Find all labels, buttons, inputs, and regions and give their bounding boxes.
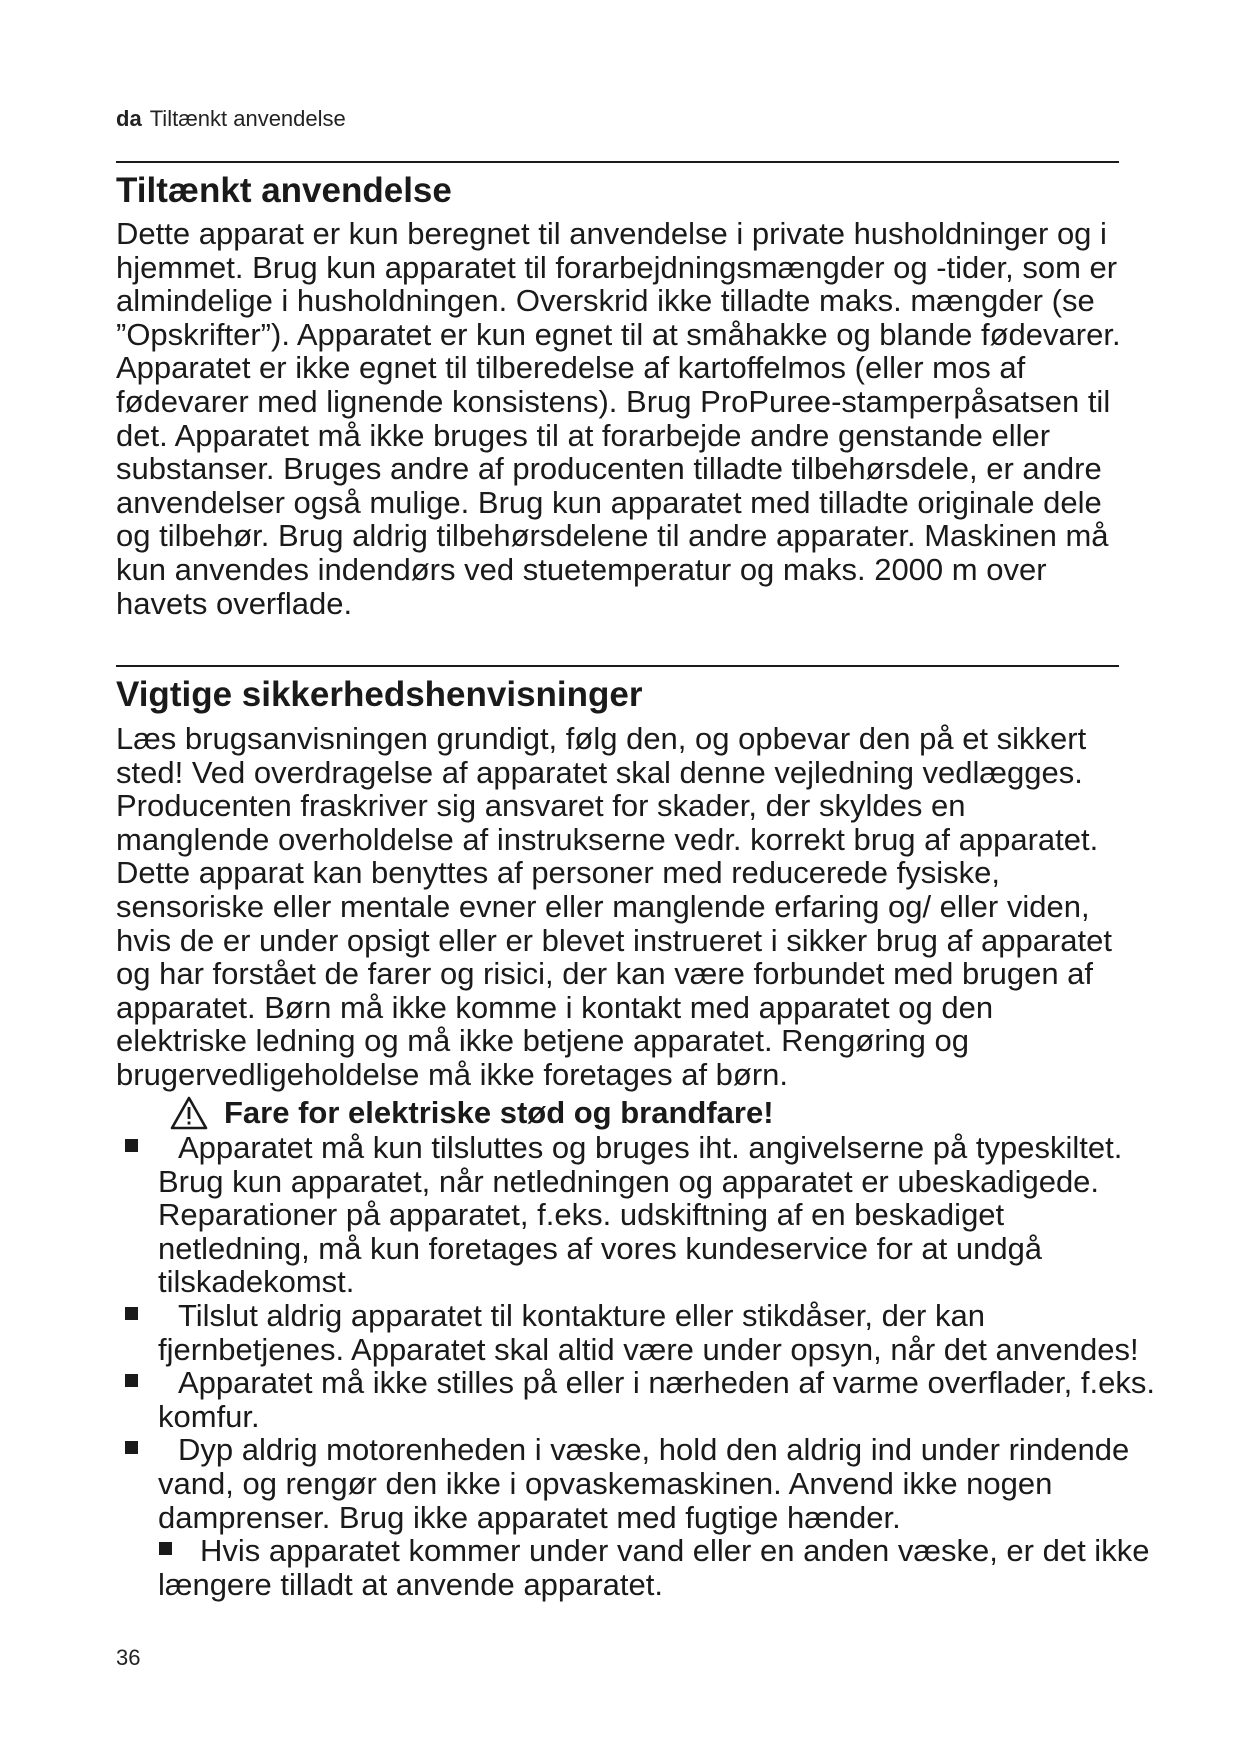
list-item	[116, 1366, 1156, 1433]
list-item-text: Hvis apparatet kommer under vand eller en anden væske, er det ikke længere tilladt at anvende apparatet.	[158, 1533, 1150, 1602]
list-item-text: Tilslut aldrig apparatet til kontakture eller stikdåser, der kan fjernbetjenes. Apparatet skal altid være under opsyn, når det anvendes!	[158, 1297, 1139, 1367]
safety-bullet-list	[116, 1131, 1156, 1601]
electric-shock-warning	[170, 1095, 774, 1131]
bullet-square-icon	[125, 1307, 138, 1320]
list-item-text: Apparatet må kun tilsluttes og bruges iht. angivelserne på typeskiltet. Brug kun apparatet, når netledningen og apparatet er ubeskadigede. Reparationer på apparatet, f.eks. udskiftning af en beskadiget netledning, må kun foretages af vores kundeservice for at undgå tilskadekomst.	[158, 1130, 1123, 1300]
safety-paragraph: Læs brugsanvisningen grundigt, følg den, og opbevar den på et sikkert sted! Ved overdragelse af apparatet skal denne vejledning vedlægges. Producenten fraskriver sig ansvaret for skader, der skyldes en manglende overholdelse af instrukserne vedr. korrekt brug af apparatet. Dette apparat kan benyttes af personer med reducerede fysiske, sensoriske eller mentale evner eller manglende erfaring og/ eller viden, hvis de er under opsigt eller er blevet instrueret i sikker brug af apparatet og har forstået de farer og risici, der kan være forbundet med brugen af apparatet. Børn må ikke komme i kontakt med apparatet og den elektriske ledning og må ikke betjene apparatet. Rengøring og brugervedligeholdelse må ikke foretages af børn.	[116, 721, 1112, 1092]
section-divider	[116, 161, 1119, 163]
page-header	[116, 106, 346, 132]
language-code: da	[116, 106, 142, 131]
section-divider	[116, 665, 1119, 667]
warning-triangle-icon	[170, 1096, 208, 1130]
warning-title: Fare for elektriske stød og brandfare!	[224, 1095, 774, 1130]
bullet-square-icon	[125, 1441, 138, 1454]
page-number: 36	[116, 1645, 141, 1670]
bullet-square-icon	[125, 1139, 138, 1152]
intended-use-paragraph: Dette apparat er kun beregnet til anvendelse i private husholdninger og i hjemmet. Brug kun apparatet til forarbejdningsmængder og -tider, som er almindelige i husholdningen. Overskrid ikke tilladte maks. mængder (se ”Opskrifter”). Apparatet er kun egnet til at småhakke og blande fødevarer. Apparatet er ikke egnet til tilberedelse af kartoffelmos (eller mos af fødevarer med lignende konsistens). Brug ProPuree-stamperpåsatsen til det. Apparatet må ikke bruges til at forarbejde andre genstande eller substanser. Bruges andre af producenten tilladte tilbehørsdele, er andre anvendelser også mulige. Brug kun apparatet med tilladte originale dele og tilbehør. Brug aldrig tilbehørsdelene til andre apparater. Maskinen må kun anvendes indendørs ved stuetemperatur og maks. 2000 m over havets overflade.	[116, 216, 1121, 621]
list-item-text: Dyp aldrig motorenheden i væske, hold den aldrig ind under rindende vand, og rengør den ikke i opvaskemaskinen. Anvend ikke nogen damprenser. Brug ikke apparatet med fugtige hænder.	[158, 1432, 1130, 1535]
list-item	[116, 1433, 1156, 1534]
intended-use-heading: Tiltænkt anvendelse	[116, 171, 452, 210]
bullet-square-icon	[159, 1542, 172, 1555]
header-section-title: Tiltænkt anvendelse	[149, 106, 346, 131]
list-item	[116, 1299, 1156, 1366]
list-item	[116, 1131, 1156, 1299]
safety-heading: Vigtige sikkerhedshenvisninger	[116, 675, 643, 714]
list-item-text: Apparatet må ikke stilles på eller i nærheden af varme overflader, f.eks. komfur.	[158, 1365, 1155, 1434]
list-item	[116, 1534, 1156, 1601]
bullet-square-icon	[125, 1374, 138, 1387]
